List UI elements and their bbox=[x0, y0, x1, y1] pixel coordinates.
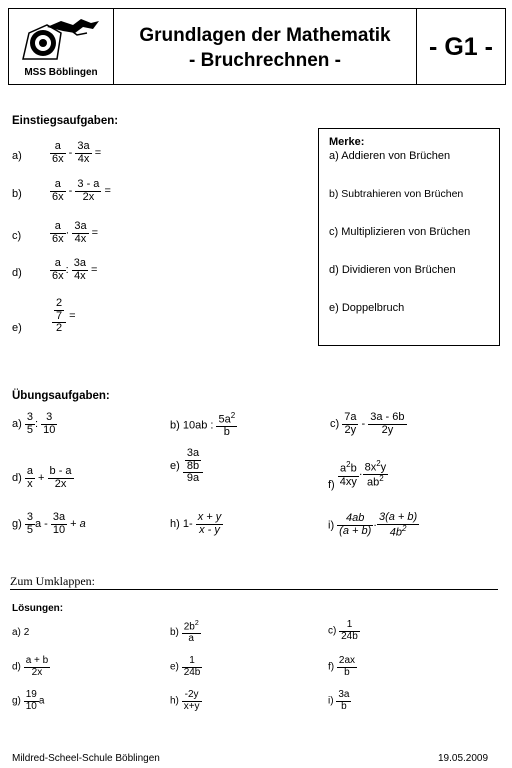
uebung-task-f: f) $\frac{a^2b}{4xy}$ · $\frac{8x^2y}{ab^2}$ bbox=[328, 459, 387, 491]
loesung-c: c) $\frac{1}{24b}$ bbox=[328, 619, 358, 642]
loesungen-heading: Lösungen: bbox=[12, 603, 64, 614]
uebung-task-b: b) 10ab : $\frac{5a^2}{b}$ bbox=[170, 411, 236, 439]
loesung-b: b) $\frac{2b^2}{a}$ bbox=[170, 620, 199, 644]
fold-line bbox=[10, 589, 498, 590]
loesung-i: i) $\frac{3a}{b}$ bbox=[328, 689, 350, 712]
merke-item-b: b) Subtrahieren von Brüchen bbox=[329, 188, 464, 200]
uebung-task-e: e) $\frac{\frac{3a}{8b}}{9a}$ bbox=[170, 448, 203, 485]
header-box bbox=[8, 8, 506, 85]
school-logo-icon bbox=[17, 15, 107, 65]
loesung-d: d) $\frac{a + b}{2x}$ bbox=[12, 655, 49, 678]
einstieg-heading: Einstiegsaufgaben: bbox=[12, 115, 119, 127]
einstieg-task-b: $\frac{a}{6x}$ - $\frac{3 - a}{2x}$ = bbox=[52, 178, 111, 203]
loesung-a: a) 2 bbox=[12, 627, 30, 638]
page-title: Grundlagen der Mathematik bbox=[139, 25, 391, 46]
footer-school: Mildred-Scheel-Schule Böblingen bbox=[12, 753, 160, 764]
loesung-f: f) $\frac{2ax}{b}$ bbox=[328, 655, 356, 678]
merke-item-d: d) Dividieren von Brüchen bbox=[329, 264, 456, 276]
einstieg-label-e: e) bbox=[12, 322, 22, 334]
footer-date: 19.05.2009 bbox=[438, 753, 489, 764]
einstieg-label-d: d) bbox=[12, 267, 22, 279]
uebung-task-a: a) $\frac{3}{5}$ : $\frac{3}{10}$ bbox=[12, 411, 56, 436]
uebung-task-g: g) $\frac{3}{5}$ a - $\frac{3a}{10}$ + a bbox=[12, 511, 86, 536]
umklappen-label: Zum Umklappen: bbox=[10, 574, 95, 588]
loesung-e: e) $\frac{1}{24b}$ bbox=[170, 655, 201, 678]
page-subtitle: - Bruchrechnen - bbox=[188, 50, 342, 71]
merke-item-e: e) Doppelbruch bbox=[329, 302, 405, 314]
merke-title: Merke: bbox=[329, 136, 365, 148]
merke-box bbox=[318, 128, 500, 346]
einstieg-label-a: a) bbox=[12, 150, 22, 162]
einstieg-label-b: b) bbox=[12, 188, 22, 200]
uebung-task-i: i) $\frac{4ab}{(a + b)}$ · $\frac{3(a + b)}{4b^2}$ bbox=[328, 511, 418, 539]
uebung-task-h: h) 1- $\frac{x + y}{x - y}$ bbox=[170, 511, 222, 536]
einstieg-task-a: $\frac{a}{6x}$ - $\frac{3a}{4x}$ = bbox=[52, 140, 102, 165]
uebung-heading: Übungsaufgaben: bbox=[12, 390, 110, 402]
uebung-task-d: d) $\frac{a}{x}$ + $\frac{b - a}{2x}$ bbox=[12, 465, 72, 490]
logo-cell bbox=[9, 9, 114, 84]
einstieg-task-e: $\frac{\frac{2}{7}}{2}$ = bbox=[52, 298, 76, 335]
uebung-task-c: c) $\frac{7a}{2y}$ - $\frac{3a - 6b}{2y}$ bbox=[330, 411, 405, 436]
code-cell bbox=[416, 9, 505, 84]
merke-item-a: a) Addieren von Brüchen bbox=[329, 150, 451, 162]
school-name: MSS Böblingen bbox=[24, 67, 98, 78]
einstieg-task-c: $\frac{a}{6x}$ · $\frac{3a}{4x}$ = bbox=[52, 220, 99, 245]
einstieg-task-d: $\frac{a}{6x}$ : $\frac{3a}{4x}$ = bbox=[52, 257, 98, 282]
einstieg-label-c: c) bbox=[12, 230, 22, 242]
sheet-code: - G1 - bbox=[429, 33, 493, 61]
loesung-h: h) $\frac{-2y}{x+y}$ bbox=[170, 689, 200, 712]
merke-item-c: c) Multiplizieren von Brüchen bbox=[329, 226, 471, 238]
loesung-g: g) $\frac{19}{10}$ a bbox=[12, 689, 45, 712]
